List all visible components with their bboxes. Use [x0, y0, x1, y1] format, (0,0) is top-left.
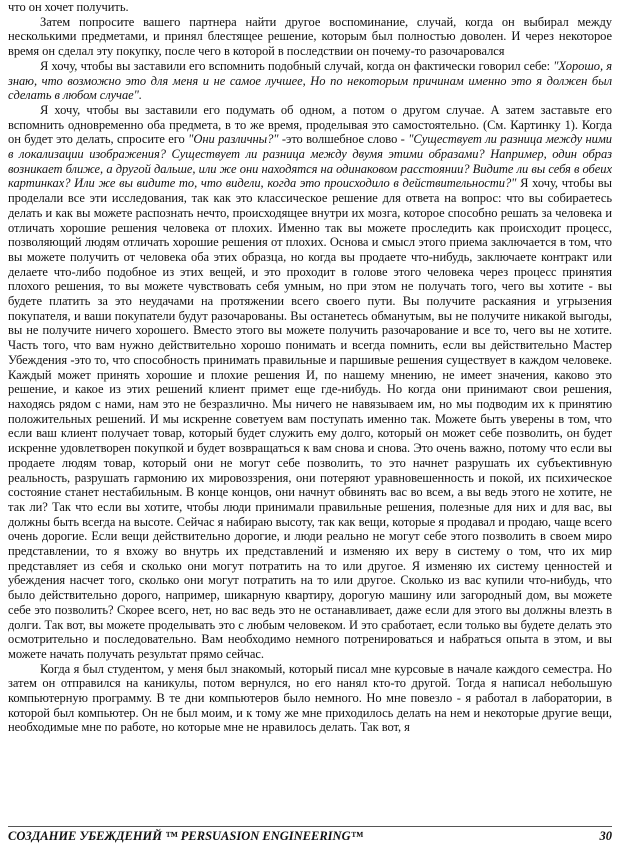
paragraph-3-text-c: Я хочу, чтобы вы проделали все эти исследования, так как это классическое решение для ответа на вопрос: что вы собираетесь делать и как вы можете распознать нечто, происходящее внутри их мозга, которое способно решать за человека и отличать хорошие решения человека от плохих. Именно так вы можете проследить как происходит процесс, позволяющий людям отличать хорошие решения от плохих. Основа и смысл этого приема заключается в том, что вы можете получить от человека оба этих образца, но когда вы продаете что-нибудь, заключаете контракт или делаете что-либо подобное из этих вещей, и это проходит в голове этого человека через процесс принятия плохого решения, то вы можете чувствовать себя умным, но при этом не получать того, чего вы хотите - вы будете платить за это неудачами на протяжении всего своего пути. Вы получите раскаяния и угрызения покупателя, и ваши покупатели будут разочарованы. Вы останетесь обманутым, вы не получите никакой выгоды, вы не получите ничего хорошего. Вместо этого вы можете получить разочарование и все то, чего вы не хотите. Часть того, что вам нужно действительно хорошо понимать и всегда помнить, если вы действительно Мастер Убеждения -это то, что способность принимать правильные и паршивые решения существует в каждом человеке. Каждый может принять хорошие и плохие решения И, по нашему мнению, не имеет значения, каково это решение, и какое из этих решений клиент примет еще где-нибудь. Но когда они принимают свои решения, находясь рядом с нами, нам это не безразлично. Мы ничего не навязываем им, но мы подводим их к принятию положительных решений. И мы искренне советуем вам поступать именно так. Можете быть уверены в том, что если ваш клиент получает товар, который будет служить ему долго, который он может себе позволить, он будет искренне удовлетворен покупкой и будет возвращаться к вам снова и снова. Это очень важно, потому что если вы продаете людям товар, который они не могут себе позволить, то это начнет разрушать их субъективную реальность, разрушать гармонию их мировоззрения, они потеряют уравновешенность и покой, их психическое состояние станет нестабильным. В конце концов, они начнут обвинять вас во всем, а вы ведь этого не хотите, не так ли? Так что если вы хотите, чтобы люди принимали правильные решения, полезные для них и для вас, вы должны быть всегда на высоте. Сейчас я набираю высоту, так как вещи, которые я продавал и продаю, чаще всего очень дорогие. Если вещи действительно дорогие, и люди реально не могут себе этого позволить в своем миро представлении, то я вхожу во внутрь их представлений и изменяю их веру в систему о том, что их мир представляет из себя и сколько они могут потратить на то или другое. Я изменяю их систему ценностей и убеждения насчет того, сколько они могут потратить на то или другое. Сколько из вас купили что-нибудь, что было действительно дорого, например, шикарную квартиру, дорогую машину или загородный дом, вы можете себе это позволить? Скорее всего, нет, но вас ведь это не останавливает, даже если для этого вы должны влезть в долги. Так вот, вы можете проделывать это с любым человеком. И это сработает, если только вы будете делать это осмотрительно и последовательно. Вам необходимо немного потренироваться и набраться опыта в этом, и вы можете начать получать результат прямо сейчас.: [8, 176, 612, 661]
paragraph-3-quote-b: "Существует ли разница между ними в локализации изображения? Существует ли разница между двумя этими образами? Например, один образ возникает ближе, а другой дальше, или же они находятся на одинаковом расстоянии? Видите ли вы себя в обеих картинках? Или же вы видите то, что видели, когда это происходило в действительности?": [8, 132, 612, 191]
document-page: [8, 0, 612, 735]
paragraph-1: Затем попросите вашего партнера найти другое воспоминание, случай, когда он выбирал между несколькими предметами, и принял блестящее решение, которым был полностью доволен. И через некоторое время он сделал эту покупку, после чего в которой в последствии он почему-то разочаровался: [8, 14, 612, 59]
paragraph-2-text: Я хочу, чтобы вы заставили его вспомнить подобный случай, когда он фактически говорил себе:: [40, 58, 554, 73]
body-text: [8, 0, 612, 735]
paragraph-2: [8, 59, 612, 103]
paragraph-3-text-b: -это волшебное слово -: [278, 132, 409, 147]
footer-title: СОЗДАНИЕ УБЕЖДЕНИЙ ™ PERSUASION ENGINEERING™: [8, 829, 364, 843]
paragraph-3-text-a: Я хочу, чтобы вы заставили его подумать об одном, а потом о другом случае. А затем заставьте его вспомнить одновременно оба предмета, в то же время, проделывая это самостоятельно. (См. Картинку 1). Когда он будет это делать, спросите его: [8, 102, 612, 147]
page-number: 30: [599, 829, 612, 843]
paragraph-3: [8, 103, 612, 662]
page-footer: [8, 826, 612, 847]
paragraph-3-quote-a: "Они различны?": [188, 132, 279, 147]
paragraph-0: что он хочет получить.: [8, 0, 129, 14]
paragraph-4: Когда я был студентом, у меня был знакомый, который писал мне курсовые в начале каждого семестра. Но затем он отправился на каникулы, потом вернулся, но его нанял кто-то другой. Тогда я написал небольшую компьютерную программу. В те дни компьютеров было немного. Но мне повезло - я работал в лаборатории, в которой был компьютер. Он не был моим, и к тому же мне приходилось делать на нем и некоторые другие вещи, необходимые мне по работе, но которые мне не нравилось делать. Так вот, я: [8, 661, 612, 735]
paragraph-2-quote: "Хорошо, я знаю, что возможно это для меня и не самое лучшее, Но по некоторым причинам именно это я должен был сделать в любом случае".: [8, 58, 612, 103]
